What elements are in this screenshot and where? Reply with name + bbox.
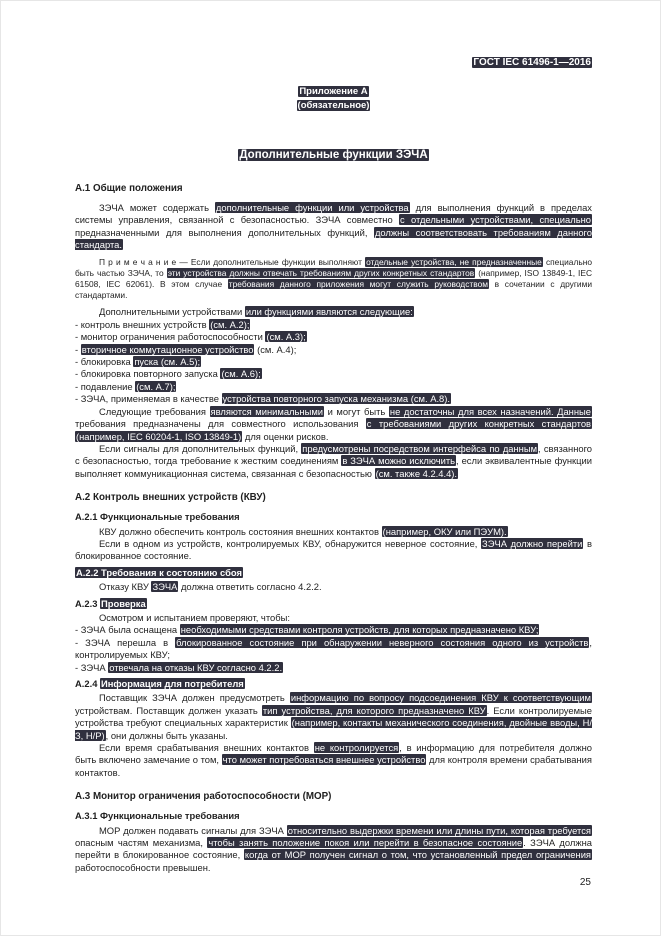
list-item-a23-1 [75,624,592,636]
text-span: устройствам. Поставщик должен указать [75,704,262,716]
para-a1-1 [75,202,592,252]
text-span: и могут быть [324,405,389,417]
list-item-restart-interlock [75,368,592,380]
text-span: работоспособности превышен. [75,861,211,873]
document-content [75,56,592,874]
heading-a21 [75,511,592,523]
highlight-span: (см. А.3); [266,331,306,343]
heading-a2 [75,491,592,504]
highlight-span: Информация для потребителя [101,678,244,689]
text-span: - контроль внешних устройств [75,318,210,330]
text-span: Дополнительными устройствами [99,306,245,318]
text-span: А.1 Общие положения [75,183,183,194]
text-span: Если время срабатывания внешних контактов [99,742,314,754]
highlight-span: с отдельными устройствами, специально [399,214,591,226]
list-item-kvu [75,319,592,331]
highlight-span: в ЗЭЧА можно исключить [342,455,456,467]
text-span: П р и м е ч а н и е — Если дополнительные функции выполняют [99,256,366,267]
highlight-span: (см. также 4.2.4.4). [375,467,458,479]
highlight-span: ЗЭЧА [152,581,178,593]
annex-obligation [75,99,592,113]
highlight-span: должны соответствовать требованиям данного стандарта. [75,226,592,251]
list-item-mor [75,331,592,343]
page-number: 25 [579,877,591,888]
highlight-span: Дополнительные функции ЗЭЧА [239,149,428,161]
highlight-span: ГОСТ IEC 61496-1—2016 [473,57,591,68]
para-a1-3 [75,443,592,480]
highlight-span: являются минимальными [210,405,323,417]
text-span: . Если контролируемые устройства требуют специальных характеристик [75,704,592,729]
heading-a22 [75,567,592,579]
highlight-span: когда от МОР получен сигнал о том, что установленный предел ограничения [244,849,592,861]
para-a24-2 [75,742,592,779]
para-a1-2 [75,406,592,443]
heading-a1 [75,182,592,195]
text-span: - ЗЭЧА была оснащена [75,624,180,636]
highlight-span: (например, ОКУ или ПЭУМ). [382,525,507,537]
heading-a23 [75,598,592,610]
text-span: должна ответить согласно 4.2.2. [178,581,322,593]
para-list-intro [75,306,592,318]
text-span: для выполнения функций в пределах системы управления, связанной с безопасностью. ЗЭЧА совместно [75,202,592,226]
highlight-span: (обязательное) [297,99,370,111]
text-span: , контролируемых КВУ; [75,636,592,661]
annex-label [75,85,592,99]
highlight-span: информацию по вопросу подсоединения КВУ к соответствующим [290,692,591,704]
highlight-span: (см. А.2); [210,318,250,330]
text-span: - блокировка [75,356,134,368]
highlight-span: ЗЭЧА должно перейти [482,537,583,549]
highlight-span: Приложение А [299,86,368,97]
list-item-restart-device [75,393,592,405]
para-a23-1 [75,612,592,624]
list-item-secondary-switch [75,344,592,356]
text-span: Если сигналы для дополнительных функций, [99,442,302,454]
text-span: - блокировка повторного запуска [75,368,221,380]
text-span: А.3.1 Функциональные требования [75,810,240,822]
heading-a3 [75,790,592,803]
highlight-span: А.2.2 Требования к состоянию сбоя [76,566,242,578]
text-span: предназначенными для выполнения дополнительных функций, [75,226,374,238]
text-span: - подавление [75,380,136,392]
highlight-span: или функциями являются следующие: [245,306,413,318]
highlight-span: необходимыми средствами контроля устройств, для которых предназначено КВУ; [180,624,539,636]
text-span: Следующие требования [99,405,210,417]
heading-a24 [75,678,592,690]
text-span: Поставщик ЗЭЧА должен предусмотреть [99,692,290,704]
list-item-a23-2 [75,637,592,662]
highlight-span: эти устройства должны отвечать требованиям других конкретных стандартов [167,267,475,278]
highlight-span: не контролируется [314,742,399,754]
para-a21-1 [75,526,592,538]
highlight-span: блокированное состояние при обнаружении неверного состояния одного из устройств [176,636,589,648]
highlight-span: вторичное коммутационное устройство [81,343,254,355]
text-span: , связанного с безопасностью, тогда требование к жестким соединениям [75,442,593,467]
highlight-span: не достаточны для всех назначений. Данные [389,405,591,417]
para-a31-1 [75,825,592,875]
text-span: - ЗЭЧА перешла в [75,636,176,648]
text-span: - ЗЭЧА [75,661,109,673]
highlight-span: (например, IEC 60204-1, ISO 13849-1) [76,430,242,442]
note-a1 [75,257,592,302]
text-span: в сочетании с другими стандартами. [75,279,593,301]
text-span: , если эквивалентные функции выполняет коммуникационная система, связанная с безопасностью [75,455,593,479]
heading-a31 [75,810,592,822]
list-item-start-interlock [75,356,592,368]
text-span: требования предназначены для совместного использования [75,418,366,430]
highlight-span: дополнительные функции или устройства [215,202,409,213]
text-span: опасным частям механизма, [75,837,208,849]
doc-code [75,56,592,69]
text-span: - монитор ограничения работоспособности [75,331,266,343]
text-span: А.2.3 [75,597,101,609]
text-span: - [75,343,81,355]
text-span: А.2 Контроль внешних устройств (КВУ) [75,492,266,504]
text-span: для контроля времени срабатывания контактов. [75,754,592,778]
highlight-span: (см. А.7); [136,380,176,392]
list-item-a23-3 [75,662,592,674]
text-span: в блокированное состояние. [75,537,592,562]
highlight-span: предусмотрены посредством интерфейса по данным [302,442,538,454]
text-span: (см. А.4); [254,343,297,355]
text-span: Отказу КВУ [99,581,152,593]
text-span: КВУ должно обеспечить контроль состояния внешних контактов [99,525,382,537]
text-span: для оценки рисков. [242,430,329,442]
highlight-span: чтобы занять положение покоя или перейти в безопасное состояние [208,837,523,849]
text-span: А.2.4 [75,678,101,689]
para-a22-1 [75,581,592,593]
highlight-span: Проверка [101,597,146,609]
text-span: ЗЭЧА может содержать [99,202,215,213]
highlight-span: с требованиями других конкретных стандартов [366,418,592,430]
annex-title [75,148,592,162]
text-span: А.3 Монитор ограничения работоспособности (МОР) [75,791,332,803]
highlight-span: что может потребоваться внешнее устройство [222,754,426,766]
text-span: специально быть частью ЗЭЧА, то [75,256,593,278]
para-a21-2 [75,538,592,563]
para-a24-1 [75,692,592,742]
text-span: , в информацию для потребителя должно быть включено замечание о том, [75,742,592,766]
highlight-span: требования данного приложения могут служить руководством [228,279,488,290]
highlight-span: относительно выдержки времени или длины пути, которая требуется [287,824,591,836]
text-span: (например, ISO 13849-1, IEC 61508, IEC 62061). В этом случае [75,267,593,290]
text-span: . ЗЭЧА должна перейти в блокированное состояние, [75,837,592,861]
text-span: , они должны быть указаны. [105,729,228,741]
text-span: - ЗЭЧА, применяемая в качестве [75,393,222,405]
highlight-span: устройства повторного запуска механизма (см. А.8). [222,393,450,405]
text-span: Осмотром и испытанием проверяют, чтобы: [99,611,290,623]
text-span: МОР должен подавать сигналы для ЗЭЧА [99,824,287,836]
highlight-span: отдельные устройства, не предназначенные [366,256,542,267]
text-span: А.2.1 Функциональные требования [75,511,240,523]
highlight-span: (например, контакты механического соединения, двойные вводы, Н/З, Н/Р) [75,717,592,741]
highlight-span: тип устройства, для которого предназначено КВУ [262,704,486,716]
highlight-span: пуска (см. А.5); [134,356,201,368]
list-item-muting [75,381,592,393]
text-span: Если в одном из устройств, контролируемых КВУ, обнаружится неверное состояние, [99,537,482,549]
highlight-span: (см. А.6); [221,368,261,380]
highlight-span: отвечала на отказы КВУ согласно 4.2.2. [109,661,283,673]
